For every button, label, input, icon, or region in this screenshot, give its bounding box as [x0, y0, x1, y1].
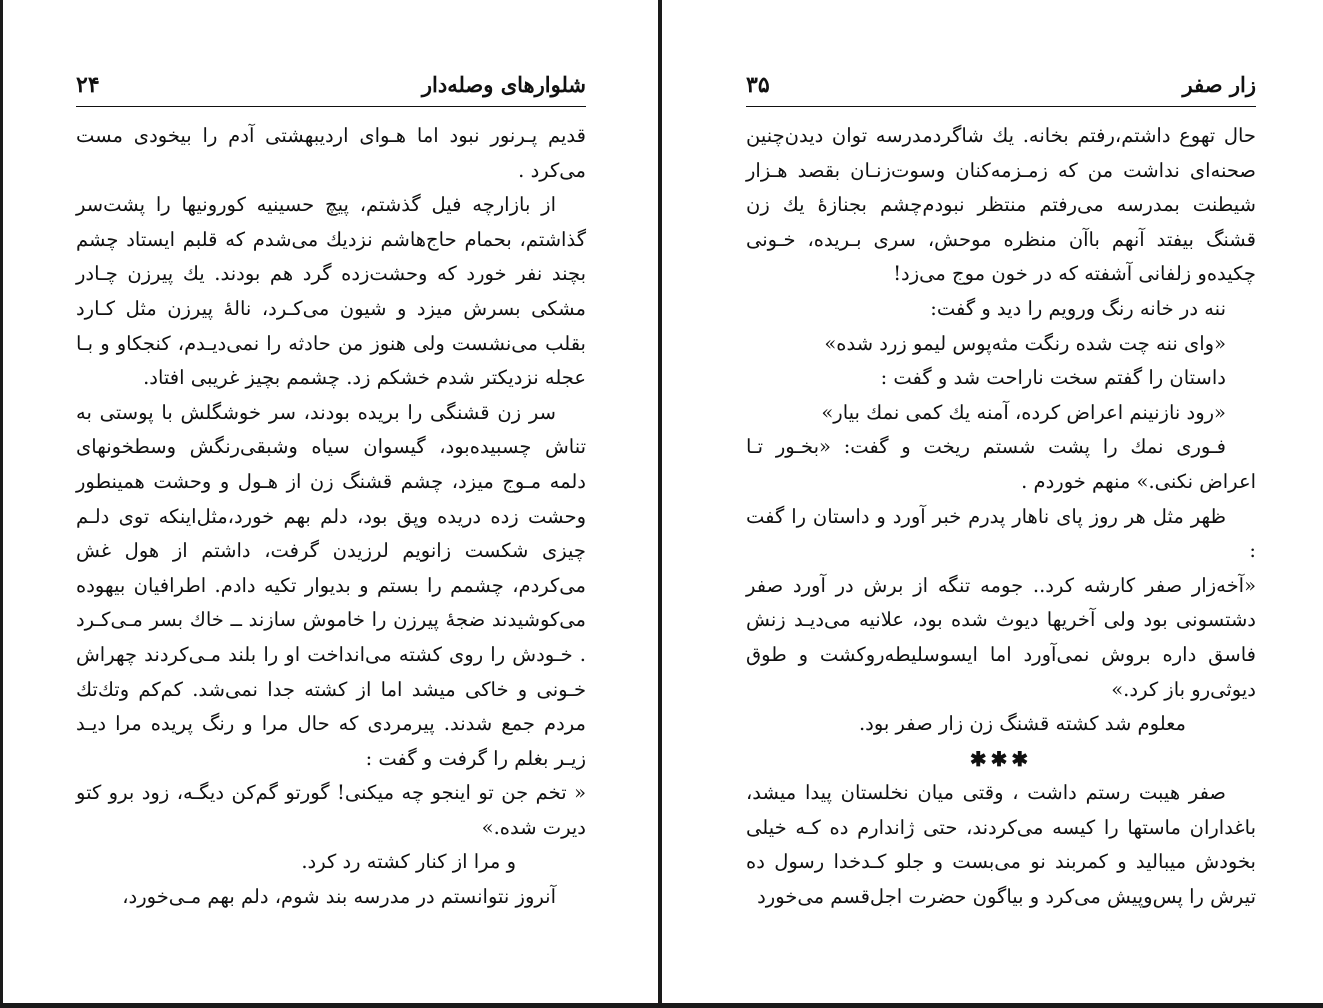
- bottom-edge-border: [0, 1003, 1323, 1008]
- right-page-header: [746, 72, 1256, 107]
- quote-paragraph: «رود نازنینم اعراض کرده، آمنه یك کمی نمك بیار»: [821, 400, 1226, 424]
- left-edge-border: [0, 0, 3, 1008]
- paragraph: ننه در خانه رنگ ورویم را دید و گفت:: [930, 296, 1226, 320]
- right-header-title: زار صفر: [1182, 72, 1256, 97]
- paragraph: داستان را گفتم سخت ناراحت شد و گفت :: [880, 366, 1226, 390]
- paragraph: معلوم شد کشته قشنگ زن زار صفر بود.: [858, 712, 1186, 736]
- right-page: [746, 72, 1256, 915]
- paragraph: فـوری نمك را پشت شستم ریخت و گفت: «بخـور تـا اعراض نکنی.» منهم خوردم .: [746, 435, 1256, 493]
- paragraph: آنروز نتوانستم در مدرسه بند شوم، دلم بهم مـی‌خورد،: [122, 885, 556, 909]
- right-page-body: [746, 119, 1256, 915]
- quote-paragraph: « تخم جن تو اینجو چه میکنی! گورتو گم‌کن دیگـه، زود برو کتو دیرت شده.»: [76, 781, 586, 839]
- left-header-title: شلوارهای وصله‌دار: [421, 72, 586, 97]
- quote-paragraph: «وای ننه چت شده رنگت مثه‌پوس لیمو زرد شده»: [824, 331, 1226, 355]
- right-page-number: ۳۵: [746, 72, 770, 98]
- left-page-number: ۲۴: [76, 72, 100, 98]
- paragraph: سر زن قشنگی را بریده بودند، سر خوشگلش با پوستی به تناش چسبیده‌بود، گیسوان سیاه وشبقی‌رنگش وسطخونهای دلمه مـوج میزد، چشم قشنگ زن از هـول و وحشت همینطور وحشت زده دریده وپق بود، دلم بهم خورد،مثل‌اینکه توی دلـم چیزی شکست زانویم لرزیدن گرفت، داشتم از هول غش می‌کردم، چشمم را بستم و بدیوار تکیه دادم. اطرافیان بیهوده می‌کوشیدند ضجهٔ پیرزن را خاموش سازند ــ خاك بسر مـی‌کـرد . خـودش را روی کشته می‌انداخت او را بلند مـی‌کردند چهراش خـونی و خاکی میشد اما از کشته جدا نمی‌شد. کم‌کم وتك‌تك مردم جمع شدند. پیرمردی که حال مرا و رنگ پریده مرا دیـد زیـر بغلم را گرفت و گفت :: [76, 400, 586, 770]
- paragraph: صفر هیبت رستم داشت ، وقتی میان نخلستان پیدا میشد، باغداران ماستها را کیسه می‌کردند، حتی ژاندارم ده کـه خیلی بخودش میبالید و کمربند نو می‌بست و جلو کـدخدا رسول ده تیرش را پس‌وپیش می‌کرد و بیاگون حضرت اجل‌قسم می‌خورد: [746, 781, 1256, 909]
- paragraph: و مرا از کنار کشته رد کرد.: [301, 850, 516, 874]
- paragraph: حال تهوع داشتم،رفتم بخانه. یك شاگردمدرسه توان دیدن‌چنین صحنه‌ای نداشت من که زمـزمه‌کنان وسوت‌زنـان بقصد هـزار شیطنت بمدرسه می‌رفتم منتظر نبودم‌چشم بجنازهٔ یك زن قشنگ بیفتد آنهم باآن منظره موحش، سری بـریده، خـونی چکیده‌و زلفانی آشفته که در خون موج می‌زد!: [746, 124, 1256, 286]
- left-page: [76, 72, 586, 915]
- left-page-header: [76, 72, 586, 107]
- left-page-body: [76, 119, 586, 915]
- paragraph: از بازارچه فیل گذشتم، پیچ حسینیه کورونیها را پشت‌سر گذاشتم، بحمام حاج‌هاشم نزدیك می‌شدم که قلبم ایستاد چشم بچند نفر خورد که وحشت‌زده گرد هم بودند. یك پیرزن چـادر مشکی بسرش میزد و شیون می‌کـرد، نالهٔ پیرزن مثل کـارد بقلب می‌نشست ولی هنوز من حادثه را نمی‌دیـدم، کنجکاو و بـا عجله نزدیکتر شدم خشکم زد. چشمم بچیز غریبی افتاد.: [76, 193, 586, 390]
- paragraph: قدیم پـرنور نبود اما هـوای اردیبهشتی آدم را بیخودی مست می‌کرد .: [76, 124, 586, 182]
- paragraph: ظهر مثل هر روز پای ناهار پدرم خبر آورد و داستان را گفت :: [746, 504, 1256, 563]
- quote-paragraph: «آخه‌زار صفر کارشه کرد.. جومه تنگه از برش در آورد صفر دشتسونی بود ولی آخریها دیوث شده بود، علانیه می‌دیـد زنش فاسق داره بروش نمی‌آورد اما ایسوسلیطه‌روکشت و طوق دیوثی‌رو باز کرد.»: [746, 573, 1256, 701]
- book-gutter: [658, 0, 662, 1008]
- section-divider-stars: ✱✱✱: [969, 746, 1033, 771]
